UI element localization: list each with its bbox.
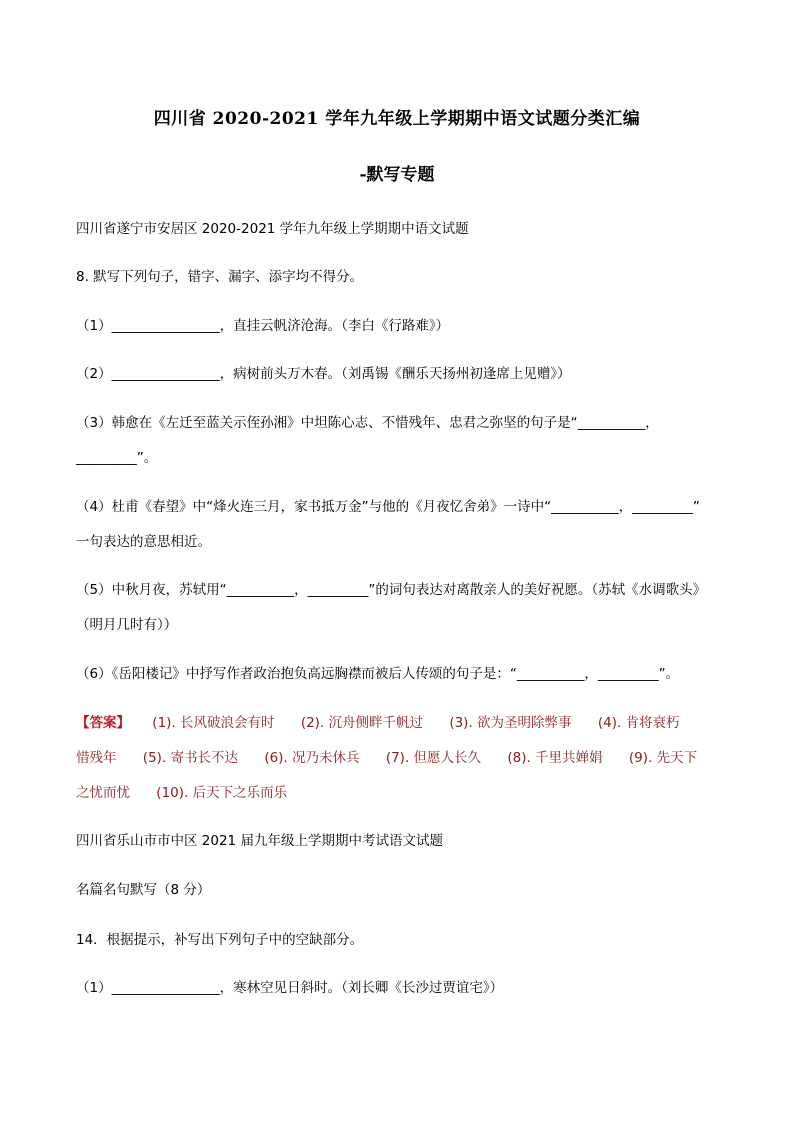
question-8-5-line1: （5）中秋月夜，苏轼用“__________，_________”的词句表达对离散亲人的美好祝愿。（苏轼《水调歌头》 <box>76 582 707 598</box>
answer-item: (6). 况乃未休兵 <box>264 750 360 766</box>
answer-line-3 <box>76 781 287 801</box>
answer-item: (3). 欲为圣明除弊事 <box>449 715 572 731</box>
question-8-4-line2: 一句表达的意思相近。 <box>76 534 211 550</box>
answer-item: (1). 长风破浪会有时 <box>152 715 275 731</box>
answer-line-1 <box>76 711 680 731</box>
document-subtitle: -默写专题 <box>359 165 435 185</box>
question-8-3-line1: （3）韩愈在《左迁至蓝关示侄孙湘》中坦陈心志、不惜残年、忠君之弥坚的句子是“__________， <box>76 415 659 431</box>
question-8-1: （1）________________，直挂云帆济沧海。（李白《行路难》） <box>76 318 450 334</box>
answer-item: (4). 肯将衰朽 <box>597 715 680 731</box>
answer-item: (7). 但愿人长久 <box>385 750 482 766</box>
question-8-5-line2: （明月几时有）） <box>76 617 178 633</box>
question-14-1: （1）________________，寒林空见日斜时。（刘长卿《长沙过贾谊宅》） <box>76 980 504 996</box>
document-title: 四川省 2020-2021 学年九年级上学期期中语文试题分类汇编 <box>153 109 641 129</box>
question-8-stem: 8. 默写下列句子，错字、漏字、添字均不得分。 <box>76 269 364 285</box>
answer-line-2 <box>76 746 697 766</box>
answer-label: 【答案】 <box>76 715 130 731</box>
question-8-4-line1: （4）杜甫《春望》中“烽火连三月，家书抵万金”与他的《月夜忆舍弟》一诗中“__________，_________” <box>76 499 700 515</box>
answer-item: (8). 千里共婵娟 <box>507 750 603 766</box>
answer-item: (2). 沉舟侧畔千帆过 <box>300 715 424 731</box>
answer-item: (10). 后天下之乐而乐 <box>156 785 288 801</box>
question-8-2: （2）________________，病树前头万木春。（刘禹锡《酬乐天扬州初逢席上见赠》） <box>76 366 571 382</box>
answer-item: (9). 先天下 <box>628 750 698 766</box>
question-14-stem: 14．根据提示，补写出下列句子中的空缺部分。 <box>76 932 364 948</box>
section2-source: 四川省乐山市市中区 2021 届九年级上学期期中考试语文试题 <box>76 833 443 849</box>
section1-source: 四川省遂宁市安居区 2020-2021 学年九年级上学期期中语文试题 <box>76 221 469 237</box>
section2-heading: 名篇名句默写（8 分） <box>76 882 211 898</box>
answer-item: 之忧而忧 <box>76 785 130 801</box>
answer-item: (5). 寄书长不达 <box>142 750 239 766</box>
question-8-3-line2: _________”。 <box>76 450 158 466</box>
answer-item: 惜残年 <box>76 750 117 766</box>
question-8-6: （6）《岳阳楼记》中抒写作者政治抱负高远胸襟而被后人传颂的句子是：“__________，_________”。 <box>76 666 680 682</box>
